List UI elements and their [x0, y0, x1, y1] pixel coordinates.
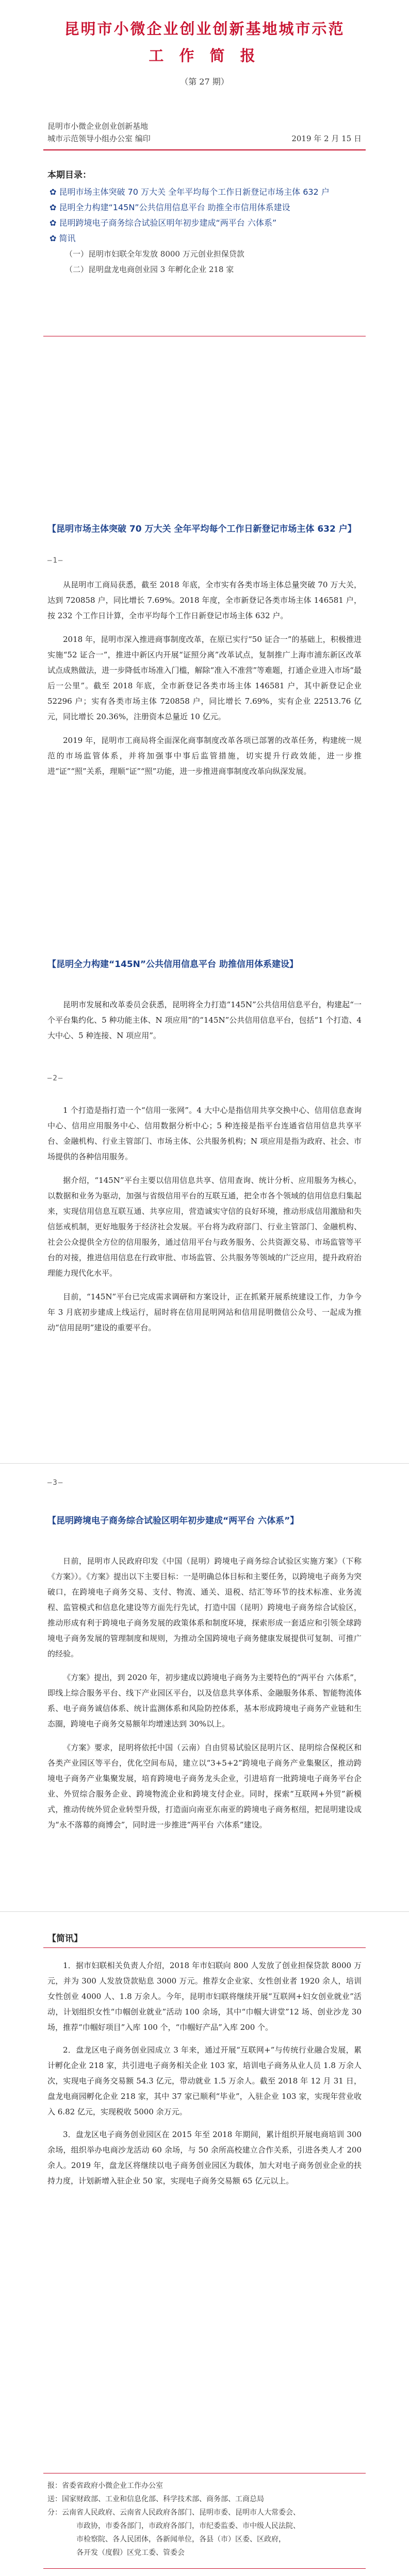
paragraph: 日前，昆明市人民政府印发《中国（昆明）跨境电子商务综合试验区实施方案》（下称《方案》）。《方案》提出以下主要目标：一是明确总体目标和主要任务，以跨境电子商务为突破口，在跨境电子商务交易、支付、物流、通关、退税、结汇等环节的技术标准、业务流程、监管模式和信息化建设等方面先行先试，打造中国（昆明）跨境电子商务综合试验区，推动形成有利于跨境电子商务发展的政策体系和制度环境，探索形成一套适应和引领全球跨境电子商务发展的管理制度和规则，为推动全国跨境电子商务健康发展提供可复制、可推广的经验。 [47, 1556, 362, 1658]
paragraph: 《方案》要求，昆明将依托中国（云南）自由贸易试验区昆明片区、昆明综合保税区和各类产业园区等平台，优化空间布局，建立以“3+5+2”跨境电子商务产业集聚区，推动跨境电子商务产业集聚发展，培育跨境电子商务龙头企业，引进培育一批跨境电子商务平台企业、外贸综合服务企业、跨境物流企业和跨境支付企业。同时，探索“互联网+外贸”新模式，推动传统外贸企业转型升级，打造面向南亚东南亚的跨境电子商务枢纽，把昆明建设成为“永不落幕的商博会”，同时进一步推进“两平台 六体系”建设。 [47, 1743, 362, 1829]
paragraph: 2019 年，昆明市工商局将全面深化商事制度改革各项已部署的改革任务，构建统一规范的市场监管体系，并将加强事中事后监管措施，切实提升行政效能，进一步推进“证”“照”关系，理顺“证”“照”功能，进一步推进商事制度改革向纵深发展。 [47, 736, 362, 776]
footer-bottom-line [43, 2568, 366, 2569]
section-title-3: 【昆明跨境电子商务综合试验区明年初步建成“两平台 六体系”】 [47, 1516, 299, 1526]
section-body-2b [47, 1103, 362, 1344]
paragraph: 从昆明市工商局获悉，截至 2018 年底，全市实有各类市场主体总量突破 70 万大关，达到 720858 户，同比增长 7.69%。2018 年度，全市新登记各类市场主体 146581 户，按 232 个工作日计算，全市平均每个工作日新登记市场主体 632 户。 [47, 580, 362, 620]
toc-item[interactable]: ✿ 昆明市场主体突破 70 万大关 全年平均每个工作日新登记市场主体 632 户 [50, 187, 330, 197]
header-divider [43, 149, 366, 150]
brief-list [47, 1958, 362, 2196]
page-marker-3: —3— [47, 1479, 64, 1487]
distribute-line: 各开发（度假）区党工委、管委会 [76, 2549, 185, 2557]
brief-item: 2．盘龙区电子商务创业园成立 3 年来，通过开展“互联网+”与传统行业融合发展，累计孵化企业 218 家，共引进电子商务相关企业 103 家，培训电子商务从业人员 1.8 万余人次，实现电子商务交易额 54.3 亿元，带动就业 1.5 万余人。截至 2018 年 12 月 31 日，盘龙电商园孵化企业 218 家，其中 37 家已顺利“毕业”，入驻企业 103 家，实现年营业收入 6.82 亿元，实现税收 5000 余万元。 [47, 2045, 362, 2116]
section-body-1 [47, 577, 362, 787]
report-subtitle: 工 作 简 报 [149, 47, 260, 64]
brief-divider [43, 1947, 366, 1948]
toc-subitem[interactable]: （二）昆明盘龙电商创业园 3 年孵化企业 218 家 [65, 265, 234, 274]
paragraph: 2018 年，昆明市深入推进商事制度改革，在原已实行“50 证合一”的基础上，积极推进实施“52 证合一”，推进中新区内开展“证照分离”改革试点，复制推广上海市浦东新区改革试点成熟做法，进一步降低市场准入门槛，解除“准入不准营”等难题，打通企业进入市场“最后一公里”。截至 2018 年底，全市新登记各类市场主体 146581 户，其中新登记企业 52296 户；实有各类市场主体 720858 户，同比增长 7.69%，实有企业 22513.76 亿元，同比增长 20.36%，注册资本总量近 10 亿元。 [47, 635, 362, 721]
section-title-2: 【昆明全力构建“145N”公共信用信息平台 助推信用体系建设】 [47, 959, 298, 970]
report-to: 报：省委省政府小微企业工作办公室 [47, 2482, 163, 2490]
brief-heading: 【简讯】 [47, 1934, 83, 1944]
section-title-1: 【昆明市场主体突破 70 万大关 全年平均每个工作日新登记市场主体 632 户】 [47, 524, 356, 534]
toc-heading: 本期目录： [47, 170, 91, 180]
brief-item: 3．盘龙区电子商务创业园区在 2015 年至 2018 年期间，累计组织开展电商培训 300 余场，组织举办电商沙龙活动 60 余场，与 50 余所高校建立合作关系，引进各类人才 200 余人。2019 年，盘龙区将继续以电子商务创业园区为载体，加大对电子商务创业企业的扶持力度，计划新增入驻企业 50 家，实现电子商务交易额 65 亿元以上。 [47, 2130, 362, 2185]
page-marker-1: —1— [47, 556, 64, 565]
issue-date: 2019 年 2 月 15 日 [291, 134, 362, 143]
distribute-line: 市检察院、各人民团体，各新闻单位，各县（市）区委、区政府， [76, 2535, 286, 2544]
issue-number: （第 27 期） [180, 77, 229, 87]
brief-item: 1．据市妇联相关负责人介绍，2018 年市妇联向 800 人发放了创业担保贷款 8000 万元，并为 300 人发放贷款贴息 3000 万元。推荐女企业家、女性创业者 1920 余人，培训女性创业 4000 人、1.8 万余人。今年，昆明市妇联将继续开展“互联网+妇女创业就业”活动，计划组织女性“巾帼创业就业”活动 100 余场，其中“巾帼大讲堂”12 场、创业沙龙 30 场，推荐“巾帼好项目”入库 100 个，“巾帼好产品”入库 200 个。 [47, 1961, 362, 2032]
table-of-contents [47, 166, 362, 277]
toc-item[interactable]: ✿ 简讯 [50, 233, 76, 243]
paragraph: 《方案》提出，到 2020 年，初步建成以跨境电子商务为主要特色的“两平台 六体系”，即线上综合服务平台、线下产业园区平台，以及信息共享体系、金融服务体系、智能物流体系、电子商务诚信体系、统计监测体系和风险防控体系，基本形成跨境电子商务产业链和生态圈，跨境电子商务交易额年均增速达到 30%以上。 [47, 1673, 362, 1728]
paragraph: 1 个打造是指打造一个“信用一张网”。4 大中心是指信用共享交换中心、信用信息查询中心、信用应用服务中心、信用数据分析中心；5 种连接是指平台连通省信用信息共享平台、金融机构、行业主管部门、市场主体、公共服务机构；N 项应用是指为政府、社会、市场提供的各种信用服务。 [47, 1106, 362, 1161]
section-body-3 [47, 1553, 362, 1841]
page-marker-2: —2— [47, 1074, 64, 1082]
sponsor-line-1: 昆明市小微企业创业创新基地 [47, 122, 149, 131]
send-to: 送：国家财政部、工业和信息化部、科学技术部、商务部、工商总局 [47, 2495, 264, 2503]
paragraph: 据介绍，“145N”平台主要以信用信息共享、信用查询、统计分析、应用服务为核心，以数据和业务为驱动，加强与省级信用平台的互联互通，把全市各个领域的信用信息归集起来，实现信用信息互联互通、共享应用，营造诚实守信的良好环境，推动形成信用激励和失信惩戒机制，更好地服务于经济社会发展。平台将为政府部门、行业主管部门、金融机构、社会公众提供全方位的信用服务，通过信用平台与政务服务、公共资源交易、市场监管等平台的对接，推进信用信息在行政审批、市场监管、公共服务等领域的广泛应用，提升政府治理能力现代化水平。 [47, 1176, 362, 1278]
distribute-line: 分：云南省人民政府、云南省人民政府各部门、昆明市委、昆明市人大常委会、 [47, 2509, 300, 2517]
toc-item[interactable]: ✿ 昆明全力构建“145N”公共信用信息平台 助推全市信用体系建设 [50, 202, 290, 212]
paragraph: 昆明市发展和改革委员会获悉，昆明将全力打造“145N”公共信用信息平台，构建起“一个平台集约化、5 种功能主体、N 项应用”的“145N”公共信用信息平台，包括“1 个打造、4 大中心、5 种连接、N 项应用”。 [47, 1000, 362, 1040]
report-title: 昆明市小微企业创业创新基地城市示范 [64, 20, 345, 38]
toc-subitem[interactable]: （一）昆明市妇联全年发放 8000 万元创业担保贷款 [65, 249, 244, 259]
distribution-footer [47, 2479, 362, 2560]
toc-item[interactable]: ✿ 昆明跨境电子商务综合试验区明年初步建成“两平台 六体系” [50, 218, 277, 228]
distribute-line: 市政协，市委各部门，市政府各部门，市纪委监委、市中级人民法院、 [76, 2522, 300, 2530]
sponsor-line-2: 城市示范领导小组办公室 编印 [47, 134, 151, 143]
section-body-2a [47, 997, 362, 1052]
paragraph: 目前，“145N”平台已完成需求调研和方案设计，正在抓紧开展系统建设工作，力争今年 3 月底初步建成上线运行，届时将在信用昆明网站和信用昆明微信公众号、一起成为推动“信用昆明”建设的重要平台。 [47, 1292, 362, 1332]
page-break [0, 1911, 409, 1912]
page-break [0, 1463, 409, 1464]
